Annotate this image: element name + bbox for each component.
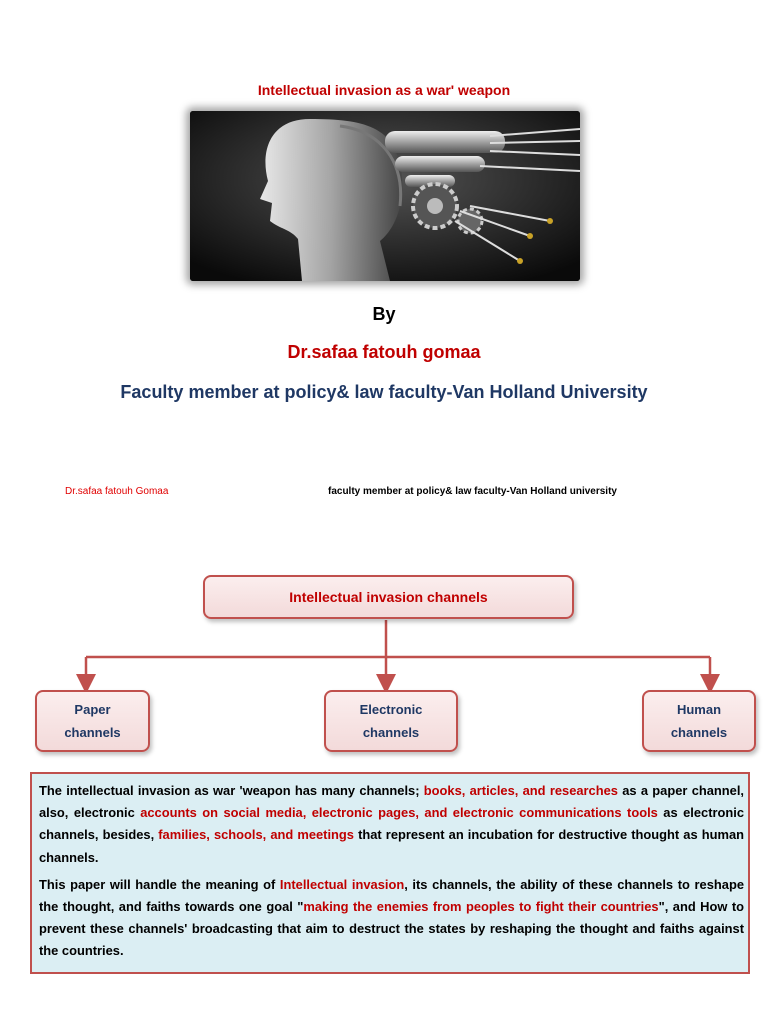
text-run: The intellectual invasion as war 'weapon has many channels; [39,783,424,798]
human-label-line1: Human [676,702,722,717]
human-label-line2: channels [670,725,728,740]
by-label: By [372,304,396,324]
header-author: Dr.safaa fatouh Gomaa [65,486,169,497]
electronic-label-line2: channels [362,725,420,740]
text-run: This paper will handle the meaning of [39,876,280,892]
text-run: as a paper channel, also, electronic [39,783,744,821]
diagram-human-box [642,690,756,752]
diagram-paper-box [35,690,150,752]
diagram-root-label: Intellectual invasion channels [289,588,488,605]
paper-label-line2: channels [64,725,121,740]
abstract-paragraph-1 [39,780,744,869]
paper-label-line1: Paper [74,702,111,717]
highlight-electronic-examples: accounts on social media, electronic pages, and electronic communications tools [140,805,658,821]
text-run: that represent an incubation for destructive thought as human channels. [39,827,744,865]
highlight-human-examples: families, schools, and meetings [158,827,354,843]
highlight-paper-examples: books, articles, and researches [423,783,618,798]
diagram-electronic-box [324,690,458,752]
electronic-label-line1: Electronic [359,702,423,717]
text-run: , its channels, the ability of these channels to reshape the thought, and faiths towards one goal " [39,876,744,915]
author-name: Dr.safaa fatouh gomaa [287,342,481,362]
author-affiliation: Faculty member at policy& law faculty-Van Holland University [120,382,648,402]
text-run: ", and How to prevent these channels' broadcasting that aim to destruct the states by reshaping the thought and faiths against the countries. [39,899,745,959]
abstract-paragraph-2 [39,874,744,963]
text-run: as electronic channels, besides, [39,805,744,843]
highlight-term: Intellectual invasion [279,876,405,892]
header-affiliation: faculty member at policy& law faculty-Van Holland university [328,486,617,497]
diagram-root-box [203,575,574,619]
abstract-box [30,772,750,974]
highlight-goal: making the enemies from peoples to fight their countries [303,899,659,915]
paper-title: Intellectual invasion as a war' weapon [257,82,511,98]
